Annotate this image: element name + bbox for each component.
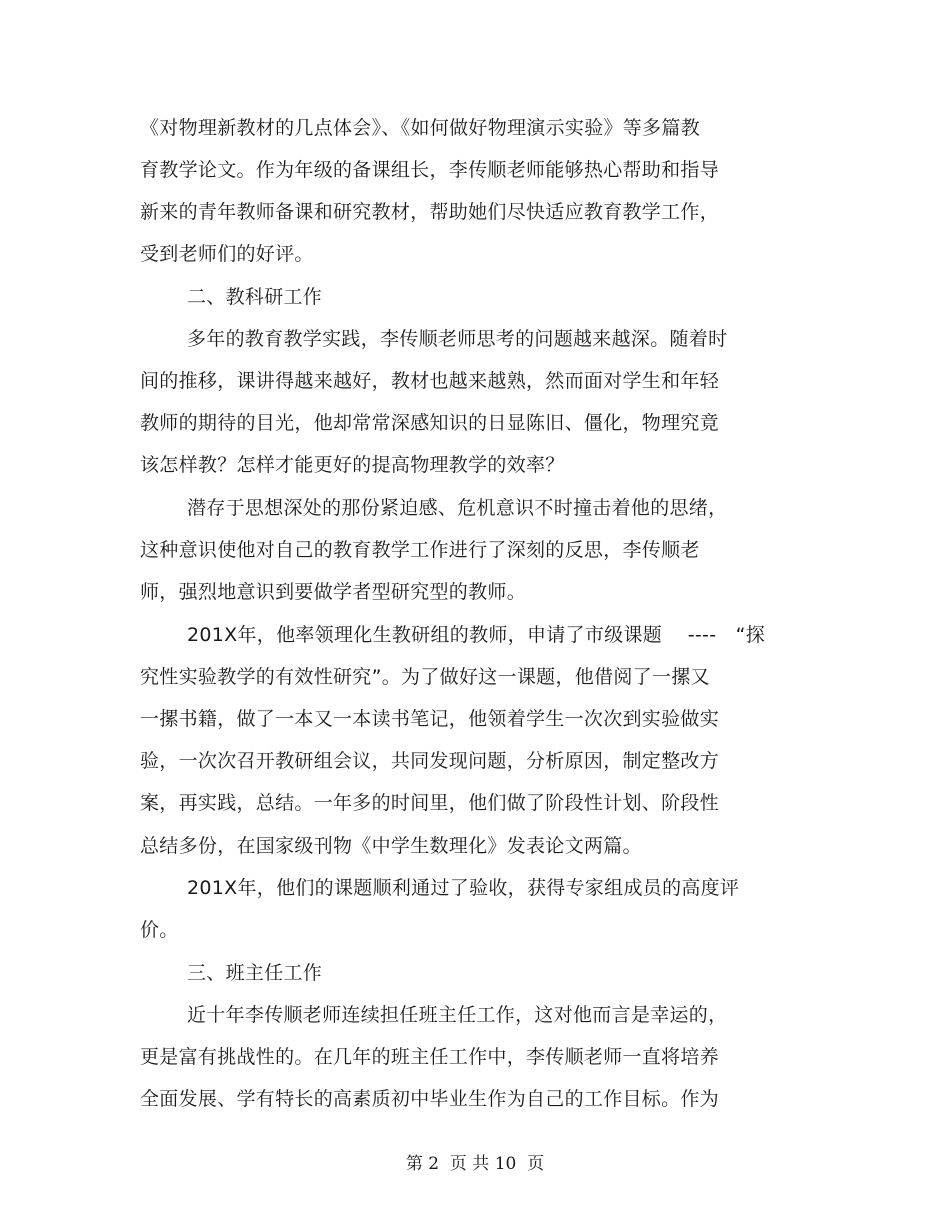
text-line: 潜存于思想深处的那份紧迫感、危机意识不时撞击着他的思绪，: [187, 497, 728, 519]
text-line: 这种意识使他对自己的教育教学工作进行了深刻的反思，李传顺老: [140, 539, 700, 561]
text-line: 201X年，他率领理化生教研组的教师，申请了市级课题 ---- “探: [187, 624, 766, 646]
text-line: 《对物理新教材的几点体会》、《如何做好物理演示实验》等多篇教: [140, 117, 701, 139]
text-line: 间的推移，课讲得越来越好，教材也越来越熟，然而面对学生和年轻: [140, 370, 720, 392]
text-line: 受到老师们的好评。: [140, 243, 314, 265]
text-line: 201X年，他们的课题顺利通过了验收，获得专家组成员的高度评: [187, 877, 740, 899]
text-line: 该怎样教？怎样才能更好的提高物理教学的效率？: [140, 454, 565, 476]
text-line: 近十年李传顺老师连续担任班主任工作，这对他而言是幸运的，: [187, 1004, 728, 1026]
text-line: 验，一次次召开教研组会议，共同发现问题，分析原因，制定整改方: [140, 750, 720, 772]
text-line: 育教学论文。作为年级的备课组长，李传顺老师能够热心帮助和指导: [140, 159, 720, 181]
text-line: 案，再实践，总结。一年多的时间里，他们做了阶段性计划、阶段性: [140, 792, 720, 814]
text-line: 教师的期待的目光，他却常常深感知识的日显陈旧、僵化，物理究竟: [140, 412, 720, 434]
text-line: 价。: [140, 919, 179, 941]
text-line: 多年的教育教学实践，李传顺老师思考的问题越来越深。随着时: [187, 328, 728, 350]
text-line: 新来的青年教师备课和研究教材，帮助她们尽快适应教育教学工作，: [140, 201, 720, 223]
text-line: 总结多份，在国家级刊物《中学生数理化》发表论文两篇。: [140, 835, 642, 857]
text-line: 更是富有挑战性的。在几年的班主任工作中，李传顺老师一直将培养: [140, 1046, 720, 1068]
text-line: 师，强烈地意识到要做学者型研究型的教师。: [140, 581, 527, 603]
text-line: 究性实验教学的有效性研究”。为了做好这一课题，他借阅了一摞又: [140, 666, 710, 688]
page-number: 第 2 页 共 10 页: [405, 1154, 545, 1174]
text-line: 全面发展、学有特长的高素质初中毕业生作为自己的工作目标。作为: [140, 1088, 720, 1110]
section-heading: 二、教科研工作: [187, 286, 323, 308]
text-line: 一摞书籍，做了一本又一本读书笔记，他领着学生一次次到实验做实: [140, 708, 720, 730]
section-heading: 三、班主任工作: [187, 962, 323, 984]
